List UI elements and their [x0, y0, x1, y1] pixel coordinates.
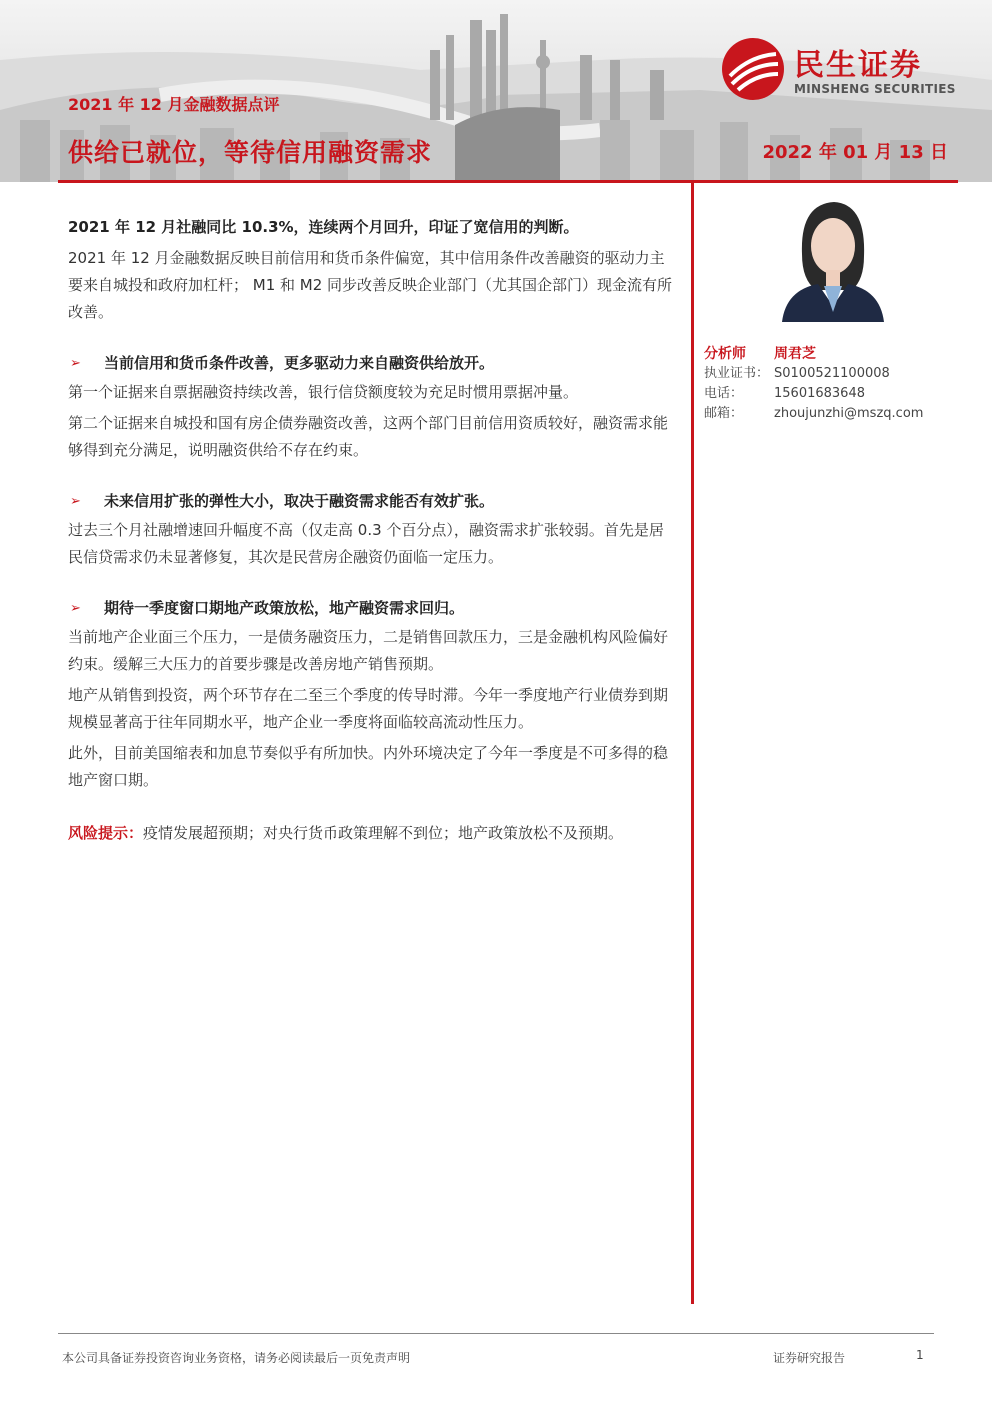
section-paragraph: 过去三个月社融增速回升幅度不高（仅走高 0.3 个百分点），融资需求扩张较弱。首先是居民信贷需求仍未显著修复，其次是民营房企融资仍面临一定压力。	[68, 521, 664, 566]
cert-label: 执业证书：	[704, 366, 770, 381]
analyst-email-row	[704, 404, 964, 424]
arrow-bullet-icon: ➢	[70, 494, 81, 509]
intro-paragraph: 2021 年 12 月金融数据反映目前信用和货币条件偏宽，其中信用条件改善融资的驱动力主要来自城投和政府加杠杆； M1 和 M2 同步改善反映企业部门（尤其国企部门）现金流有所改善。	[68, 249, 673, 321]
analyst-phone-row	[704, 384, 964, 404]
footer-disclaimer: 本公司具备证券投资咨询业务资格，请务必阅读最后一页免责声明	[62, 1351, 411, 1365]
brand-name-cn: 民生证券	[794, 48, 922, 83]
arrow-bullet-icon: ➢	[70, 601, 81, 616]
phone-number: 15601683648	[774, 386, 865, 401]
email-address[interactable]: zhoujunzhi@mszq.com	[774, 406, 924, 421]
analyst-name-row	[704, 344, 964, 364]
main-content	[68, 214, 674, 847]
section-heading-text: 期待一季度窗口期地产政策放松，地产融资需求回归。	[104, 599, 465, 617]
section-paragraph: 当前地产企业面三个压力，一是债务融资压力，二是销售回款压力，三是金融机构风险偏好约束。缓解三大压力的首要步骤是改善房地产销售预期。	[68, 628, 669, 673]
report-date: 2022 年 01 月 13 日	[762, 142, 948, 163]
section-paragraph: 此外，目前美国缩表和加息节奏似乎有所加快。内外环境决定了今年一季度是不可多得的稳地产窗口期。	[68, 744, 669, 789]
analyst-info	[704, 344, 964, 424]
brand-name-en: MINSHENG SECURITIES	[794, 82, 956, 96]
section-heading	[68, 595, 674, 622]
brand-logo	[720, 36, 960, 106]
risk-warning	[68, 820, 674, 847]
section-paragraph: 第一个证据来自票据融资持续改善，银行信贷额度较为充足时惯用票据冲量。	[68, 383, 579, 401]
header-banner	[0, 0, 992, 182]
lead-sentence: 2021 年 12 月社融同比 10.3%，连续两个月回升，印证了宽信用的判断。	[68, 218, 579, 236]
analyst-role-label: 分析师	[704, 346, 746, 362]
risk-label: 风险提示：	[68, 824, 144, 842]
section-paragraph: 地产从销售到投资，两个环节存在二至三个季度的传导时滞。今年一季度地产行业债券到期规模显著高于往年同期水平，地产企业一季度将面临较高流动性压力。	[68, 686, 669, 731]
cert-number: S0100521100008	[774, 366, 890, 381]
section-paragraph: 第二个证据来自城投和国有房企债券融资改善，这两个部门目前信用资质较好，融资需求能够得到充分满足，说明融资供给不存在约束。	[68, 414, 669, 459]
header-rule	[58, 180, 958, 183]
analyst-cert-row	[704, 364, 964, 384]
phone-label: 电话：	[704, 386, 744, 401]
footer-rule	[58, 1333, 934, 1334]
report-title: 供给已就位，等待信用融资需求	[68, 138, 433, 167]
section-heading	[68, 488, 674, 515]
section-heading-text: 未来信用扩张的弹性大小，取决于融资需求能否有效扩张。	[104, 492, 495, 510]
section-heading-text: 当前信用和货币条件改善，更多驱动力来自融资供给放开。	[104, 354, 495, 372]
section-heading	[68, 350, 674, 377]
page-number: 1	[916, 1348, 924, 1362]
column-divider	[691, 182, 694, 1304]
email-label: 邮箱：	[704, 406, 744, 421]
arrow-bullet-icon: ➢	[70, 356, 81, 371]
analyst-name: 周君芝	[774, 346, 816, 362]
footer-report-type: 证券研究报告	[773, 1351, 846, 1365]
risk-text: 疫情发展超预期；对央行货币政策理解不到位；地产政策放松不及预期。	[143, 824, 624, 842]
minsheng-logo-icon	[720, 36, 786, 102]
analyst-photo	[772, 194, 892, 322]
report-subtitle: 2021 年 12 月金融数据点评	[68, 95, 280, 114]
